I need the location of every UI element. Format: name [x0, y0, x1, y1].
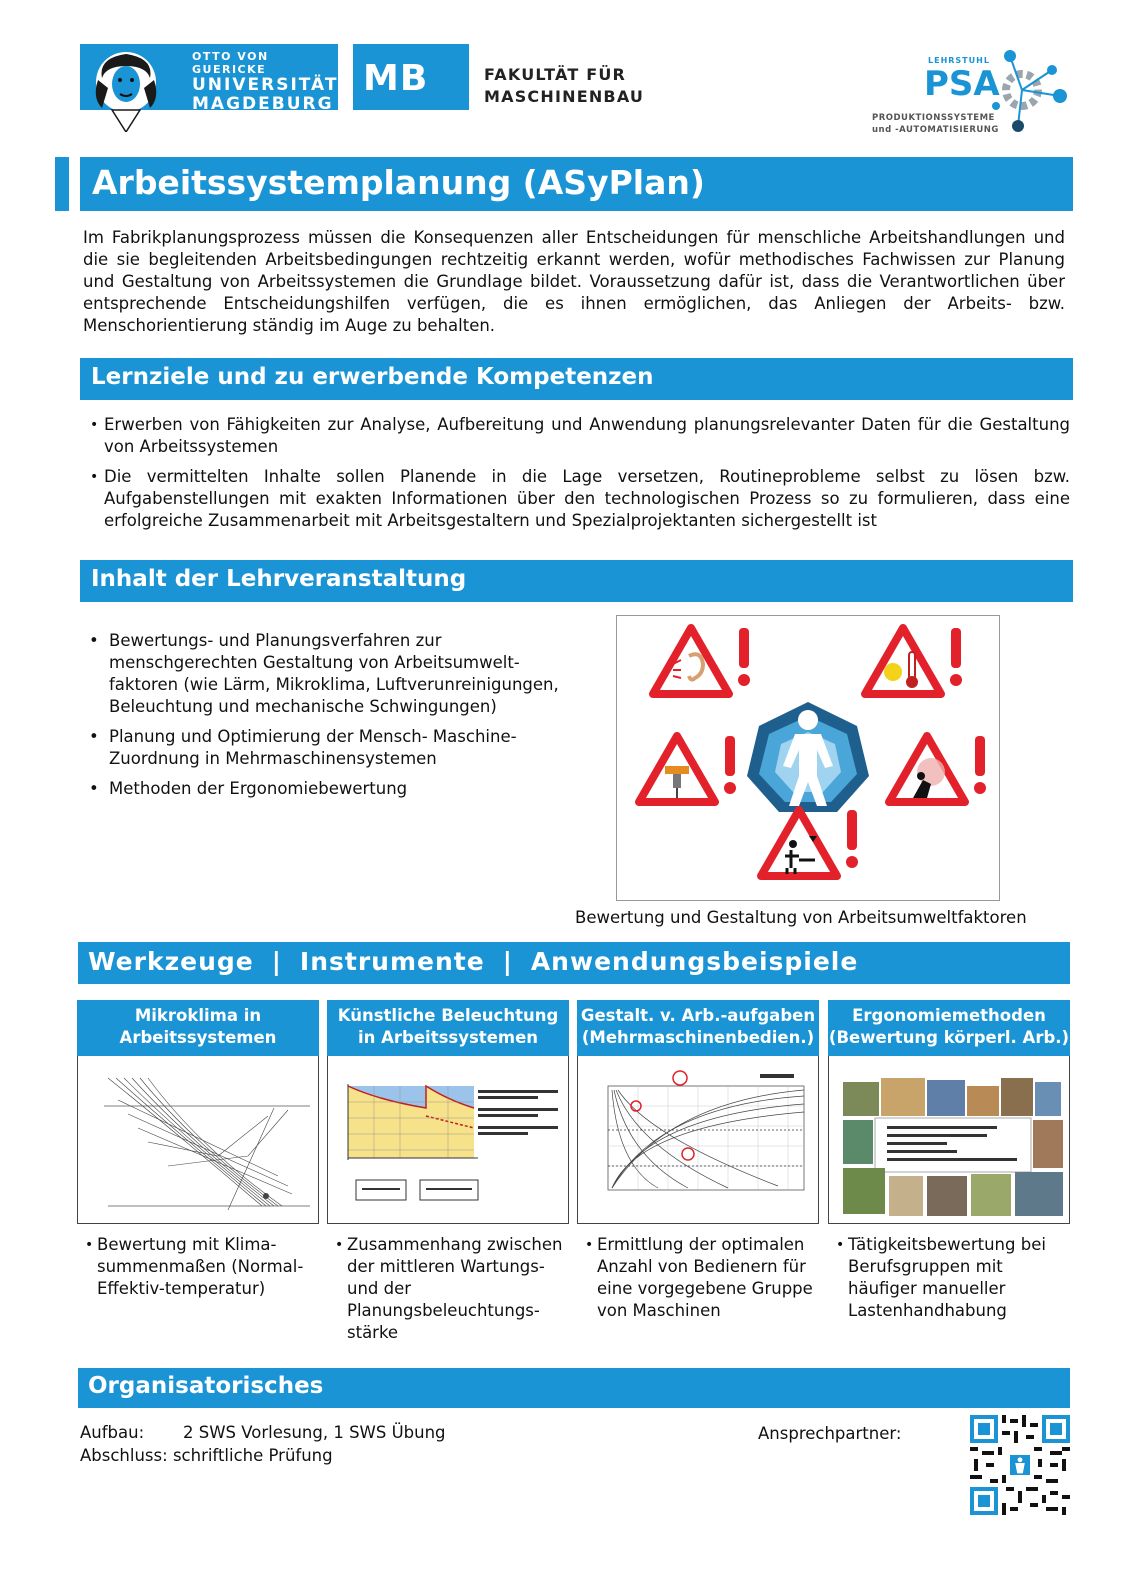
abschluss-label: Abschluss:: [80, 1446, 168, 1465]
nomogram-graphic: [78, 1056, 318, 1222]
noise-warning-icon: [653, 628, 750, 694]
tool-title-line-1: Ergonomiemethoden: [852, 1006, 1046, 1025]
qr-code-icon[interactable]: [970, 1415, 1070, 1515]
tool-title-line-2: (Bewertung körperl. Arb.): [828, 1028, 1070, 1047]
abschluss-value: schriftliche Prüfung: [172, 1446, 333, 1465]
university-logo: [80, 44, 339, 114]
org-row-aufbau: [80, 1421, 446, 1444]
chair-subtitle-line-2: und -AUTOMATISIERUNG: [872, 125, 999, 135]
tools-heading-part-2: Instrumente: [299, 947, 485, 976]
illuminance-diagram-image: [327, 1056, 569, 1224]
climate-nomogram-image: [77, 1056, 319, 1224]
bullet-icon: •: [89, 727, 99, 746]
intro-paragraph: Im Fabrikplanungsprozess müssen die Konsequenzen aller Entscheidungen für menschliche Arbeitshandlungen und die sie begleitenden Arbeitsbedingungen rechtzeitig erkannt werden, wofür methodisches Fachwissen zur Planung und Gestaltung von Arbeitssystemen die Grundlage bildet. Voraussetzung dafür ist, dass die Verantwortlichen über entsprechende Entscheidungshilfen verfügen, die es ihnen ermöglichen, das Anliegen der Arbeits- bzw. Menschorientierung ständig im Auge zu behalten.: [83, 228, 1065, 335]
figure-caption: Bewertung und Gestaltung von Arbeitsumweltfaktoren: [575, 908, 1027, 927]
page-title: Arbeitssystemplanung (ASyPlan): [80, 157, 1073, 211]
tool-title-line-2: (Mehrmaschinenbedien.): [581, 1028, 815, 1047]
bullet-icon: •: [85, 1237, 94, 1253]
university-line-1: OTTO VON GUERICKE: [192, 50, 269, 76]
goals-heading: Lernziele und zu erwerbende Kompetenzen: [80, 358, 1073, 400]
maintenance-cycle-graphic: [328, 1056, 568, 1222]
list-item: [82, 466, 1070, 532]
tool-title-line-2: in Arbeitssystemen: [357, 1028, 539, 1047]
goals-list: [82, 414, 1070, 540]
bullet-icon: •: [89, 779, 99, 798]
goal-text: Erwerben von Fähigkeiten zur Analyse, Aufbereitung und Anwendung planungsrelevanter Daten für die Gestaltung von Arbeitssystemen: [104, 415, 1070, 456]
tool-description-text: Bewertung mit Klima-summenmaßen (Normal-Effektiv-temperatur): [97, 1235, 304, 1298]
air-pollution-warning-icon: [889, 736, 986, 802]
person-hexagon-icon: [747, 702, 869, 812]
tool-card-lighting: [327, 1000, 569, 1344]
tool-card-title: [77, 1000, 319, 1056]
bullet-icon: •: [89, 631, 99, 650]
tool-title-line-1: Mikroklima in: [134, 1006, 262, 1025]
list-item: [86, 630, 566, 718]
chair-subtitle: [872, 112, 999, 136]
tools-heading: [78, 942, 1070, 984]
org-row-abschluss: [80, 1444, 446, 1467]
goal-text: Die vermittelten Inhalte sollen Planende in die Lage versetzen, Routineprobleme selbst zu lösen bzw. Aufgabenstellungen mit exakten Informationen über den technologischen Prozess so zu formulieren, dass eine erfolgreiche Zusammenarbeit mit Arbeitsgestaltern und Spezialprojektanten sichergestellt ist: [104, 467, 1070, 530]
tool-card-ergonomics: [828, 1000, 1070, 1322]
bullet-icon: •: [90, 417, 99, 433]
bullet-icon: •: [585, 1237, 594, 1253]
temperature-warning-icon: [865, 628, 962, 694]
chair-logo: [872, 44, 1076, 138]
tool-card-microclimate: [77, 1000, 319, 1300]
faculty-line-2: MASCHINENBAU: [484, 87, 645, 106]
bullet-icon: •: [836, 1237, 845, 1253]
aufbau-value: 2 SWS Vorlesung, 1 SWS Übung: [183, 1423, 446, 1442]
faculty-line-1: FAKULTÄT FÜR: [484, 65, 627, 84]
gear-network-icon: [990, 46, 1074, 136]
occupation-photos-graphic: [829, 1056, 1069, 1222]
tool-card-description: [828, 1234, 1070, 1322]
tool-description-text: Zusammenhang zwischen der mittleren Wartungs- und der Planungsbeleuchtungs-stärke: [347, 1235, 563, 1342]
tool-title-line-2: Arbeitssystemen: [119, 1028, 277, 1047]
org-heading: Organisatorisches: [78, 1368, 1070, 1408]
contact-label: Ansprechpartner:: [758, 1424, 902, 1443]
content-list: [86, 630, 566, 808]
university-line-3: MAGDEBURG: [192, 94, 334, 114]
bullet-icon: •: [335, 1237, 344, 1253]
content-text: Bewertungs- und Planungsverfahren zur menschgerechten Gestaltung von Arbeitsumwelt-faktoren (wie Lärm, Mikroklima, Luftverunreinigungen, Beleuchtung und mechanische Schwingungen): [109, 631, 559, 716]
separator: |: [502, 947, 513, 976]
tool-card-title: [327, 1000, 569, 1056]
tool-card-description: [577, 1234, 819, 1322]
tool-card-description: [327, 1234, 569, 1344]
warning-signs-illustration: [617, 616, 999, 900]
content-text: Methoden der Ergonomiebewertung: [109, 779, 408, 798]
org-details: [80, 1421, 446, 1467]
tool-title-line-1: Gestalt. v. Arb.-aufgaben: [580, 1006, 816, 1025]
faculty-abbr-logo: MB: [353, 44, 469, 110]
title-accent: [55, 157, 69, 211]
bullet-icon: •: [90, 469, 99, 485]
chair-subtitle-line-1: PRODUKTIONSSYSTEME: [872, 113, 995, 123]
lighting-warning-icon: [761, 810, 858, 876]
tools-heading-part-1: Werkzeuge: [88, 947, 254, 976]
tool-description-text: Ermittlung der optimalen Anzahl von Bedienern für eine vorgegebene Gruppe von Maschinen: [597, 1235, 813, 1320]
tool-card-multimachine: [577, 1000, 819, 1322]
operator-curves-image: [577, 1056, 819, 1224]
list-item: [86, 778, 566, 800]
chair-abbr: PSA: [924, 64, 1000, 104]
list-item: [86, 726, 566, 770]
content-heading: Inhalt der Lehrveranstaltung: [80, 560, 1073, 602]
vibration-warning-icon: [639, 736, 736, 802]
occupation-collage-image: [828, 1056, 1070, 1224]
chair-label: LEHRSTUHL: [928, 56, 990, 65]
operator-curves-graphic: [578, 1056, 818, 1222]
list-item: [82, 414, 1070, 458]
tools-heading-part-3: Anwendungsbeispiele: [530, 947, 859, 976]
aufbau-label: Aufbau:: [80, 1423, 145, 1442]
tool-card-description: [77, 1234, 319, 1300]
separator: |: [271, 947, 282, 976]
tool-title-line-1: Künstliche Beleuchtung: [337, 1006, 559, 1025]
content-text: Planung und Optimierung der Mensch- Maschine-Zuordnung in Mehrmaschinensystemen: [109, 727, 517, 768]
university-line-2: UNIVERSITÄT: [192, 75, 339, 95]
tool-card-title: [828, 1000, 1070, 1056]
tool-card-title: [577, 1000, 819, 1056]
tool-description-text: Tätigkeitsbewertung bei Berufsgruppen mit häufiger manueller Lastenhandhabung: [848, 1235, 1046, 1320]
faculty-name: [484, 64, 644, 108]
environment-factors-figure: [616, 615, 1000, 901]
guericke-portrait-icon: [88, 48, 164, 132]
